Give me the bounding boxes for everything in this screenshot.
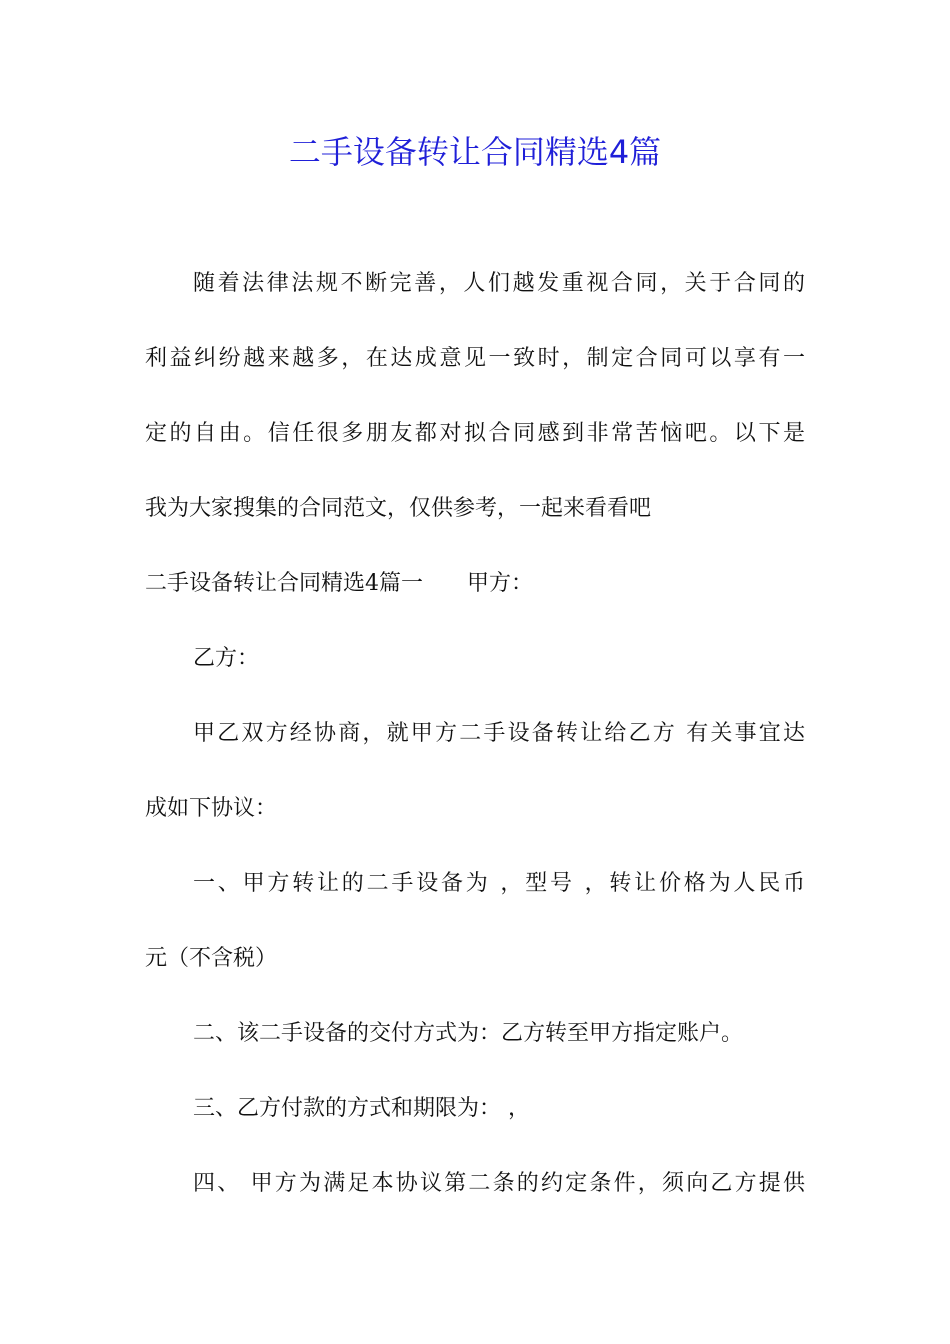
paragraph-line: 甲乙双方经协商，就甲方二手设备转让给乙方 有关事宜达 (193, 721, 805, 746)
section-heading-line: 二手设备转让合同精选4篇一 甲方： (145, 571, 533, 596)
paragraph-line: 定的自由。信任很多朋友都对拟合同感到非常苦恼吧。以下是 (145, 421, 805, 446)
paragraph-line: 随着法律法规不断完善，人们越发重视合同，关于合同的 (193, 271, 805, 296)
paragraph-line: 利益纠纷越来越多，在达成意见一致时，制定合同可以享有一 (145, 346, 805, 371)
clause-line: 元（不含税） (145, 946, 278, 971)
clause-line: 四、 甲方为满足本协议第二条的约定条件，须向乙方提供 (193, 1171, 805, 1196)
document-title: 二手设备转让合同精选4篇 (288, 133, 662, 171)
party-b-line: 乙方： (193, 646, 260, 671)
paragraph-line: 成如下协议： (145, 796, 278, 821)
clause-line: 二、该二手设备的交付方式为：乙方转至甲方指定账户。 (193, 1021, 744, 1046)
clause-line: 一、甲方转让的二手设备为 ，型号 ，转让价格为人民币 (193, 871, 805, 896)
paragraph-line: 我为大家搜集的合同范文，仅供参考，一起来看看吧 (145, 496, 652, 521)
clause-line: 三、乙方付款的方式和期限为： ， (193, 1096, 530, 1121)
